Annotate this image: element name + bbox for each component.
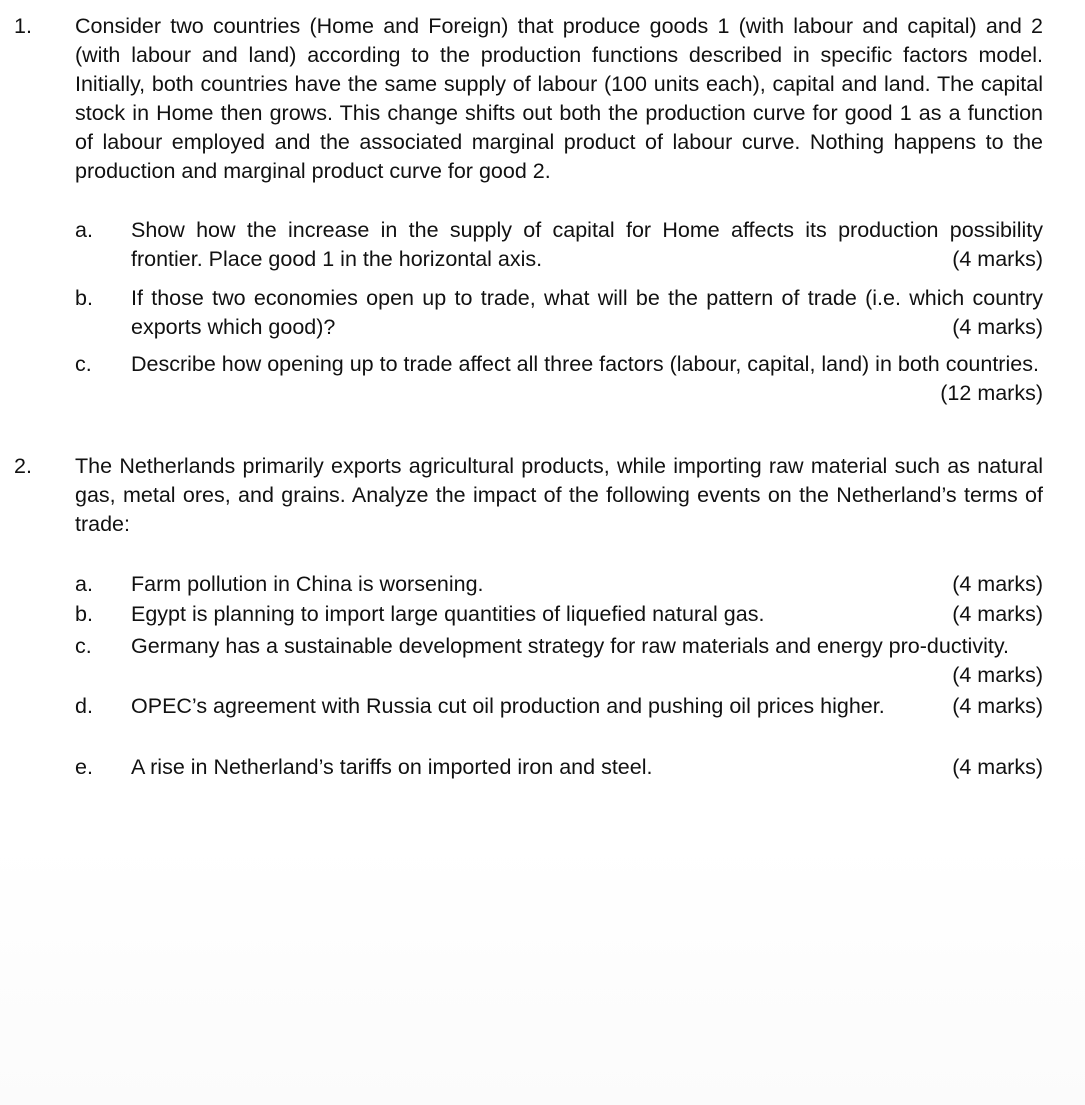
part-text: A rise in Netherland’s tariffs on imported iron and steel. (131, 755, 653, 779)
question-number: 1. (14, 14, 32, 38)
part-marks: (12 marks) (940, 381, 1043, 405)
part-body (131, 753, 1043, 782)
part-body (131, 284, 1043, 342)
part-text: Egypt is planning to import large quantities of liquefied natural gas. (131, 602, 765, 626)
part-letter: a. (75, 572, 93, 596)
question-number: 2. (14, 454, 32, 478)
part-text: Farm pollution in China is worsening. (131, 572, 484, 596)
part-text: OPEC’s agreement with Russia cut oil production and pushing oil prices higher. (131, 694, 885, 718)
page-bottom-area (0, 840, 1085, 1105)
part-body (131, 632, 1043, 690)
part-letter: d. (75, 694, 93, 718)
part-marks: (4 marks) (952, 755, 1043, 779)
part-body (131, 600, 1043, 629)
question-text: The Netherlands primarily exports agricultural products, while importing raw material such as natural gas, metal ores, and grains. Analyze the impact of the following events on the Netherland’s terms of trade: (75, 454, 1043, 536)
part-letter: e. (75, 755, 93, 779)
part-marks: (4 marks) (952, 663, 1043, 687)
part-letter: c. (75, 352, 92, 376)
part-letter: c. (75, 634, 92, 658)
part-marks: (4 marks) (952, 694, 1043, 718)
part-text: Show how the increase in the supply of capital for Home affects its production possibility frontier. Place good 1 in the horizontal axis. (131, 218, 1043, 271)
part-marks: (4 marks) (952, 315, 1043, 339)
part-letter: b. (75, 602, 93, 626)
part-text: If those two economies open up to trade, what will be the pattern of trade (i.e. which country exports which good)? (131, 286, 1043, 339)
part-body (131, 350, 1043, 408)
part-body (131, 692, 1043, 721)
part-marks: (4 marks) (952, 247, 1043, 271)
part-text: Describe how opening up to trade affect all three factors (labour, capital, land) in both countries. (131, 352, 1039, 376)
part-letter: a. (75, 218, 93, 242)
part-letter: b. (75, 286, 93, 310)
part-body (131, 216, 1043, 274)
part-body (131, 570, 1043, 599)
question-text: Consider two countries (Home and Foreign) that produce goods 1 (with labour and capital) and 2 (with labour and land) according to the production functions described in specific factors model. Initially, both countries have the same supply of labour (100 units each), capital and land. The capital stock in Home then grows. This change shifts out both the production curve for good 1 as a function of labour employed and the associated marginal product of labour curve. Nothing happens to the production and marginal product curve for good 2. (75, 14, 1043, 183)
part-text: Germany has a sustainable development strategy for raw materials and energy pro-ductivity. (131, 634, 1009, 658)
part-marks: (4 marks) (952, 602, 1043, 626)
part-marks: (4 marks) (952, 572, 1043, 596)
